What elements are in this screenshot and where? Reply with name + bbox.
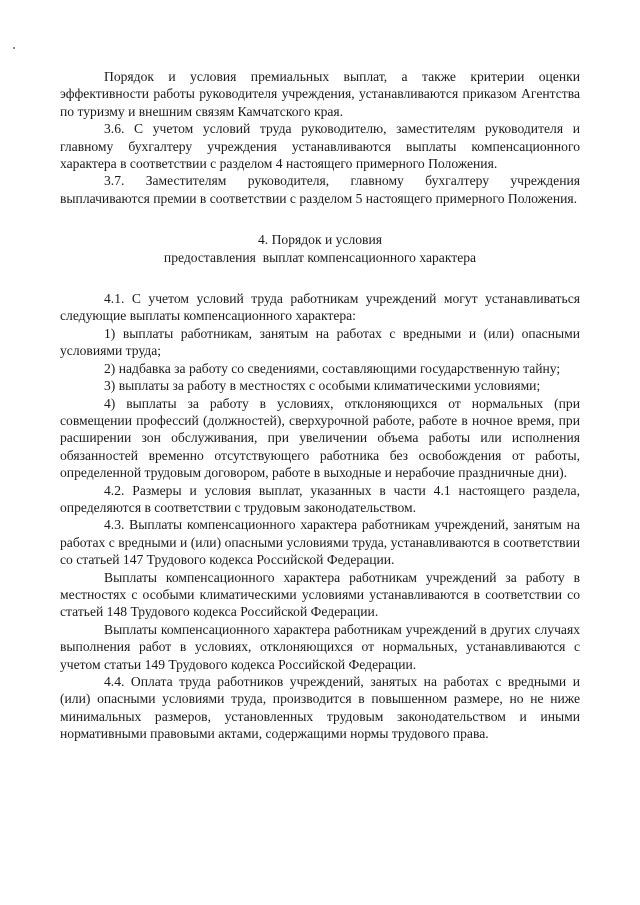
list-item-2: 2) надбавка за работу со сведениями, составляющими государственную тайну; — [104, 360, 561, 376]
scan-artifact-dot — [13, 47, 15, 49]
paragraph-3-6: 3.6. С учетом условий труда руководителю, заместителям руководителя и главному бухгалтеру учреждения устанавливаются выплаты компенсационного характера в соответствии с разделом 4 настоящего примерного Положения. — [60, 121, 580, 172]
document-page — [60, 68, 580, 743]
paragraph-premium-order: Порядок и условия премиальных выплат, а также критерии оценки эффективности работы руководителя учреждения, устанавливаются приказом Агентства по туризму и внешним связям Камчатского края. — [60, 69, 580, 119]
paragraph-4-3: 4.3. Выплаты компенсационного характера работникам учреждений, занятым на работах с вредными и (или) опасными условиями труда, устанавливаются в соответствии со статьей 147 Трудового кодекса Российской Федерации. — [60, 517, 580, 568]
list-item-4: 4) выплаты за работу в условиях, отклоняющихся от нормальных (при совмещении профессий (должностей), сверхурочной работе, работе в ночное время, при расширении зон обслуживания, при увеличении объема работы или исполнения обязанностей временно отсутствующего работника без освобождения от работы, определенной трудовым договором, работе в выходные и нерабочие праздничные дни). — [60, 395, 580, 481]
section-4-heading-line2: предоставления выплат компенсационного характера — [163, 249, 477, 265]
list-item-1: 1) выплаты работникам, занятым на работах с вредными и (или) опасными условиями труда; — [60, 325, 580, 359]
list-item-3: 3) выплаты за работу в местностях с особыми климатическими условиями; — [104, 378, 541, 394]
section-4-heading-line1: 4. Порядок и условия — [257, 232, 382, 248]
paragraph-4-2: 4.2. Размеры и условия выплат, указанных в части 4.1 настоящего раздела, определяются в соответствии с трудовым законодательством. — [60, 482, 580, 515]
section-4-heading — [60, 231, 580, 266]
paragraph-4-1: 4.1. С учетом условий труда работникам учреждений могут устанавливаться следующие выплаты компенсационного характера: — [60, 291, 580, 324]
paragraph-article-148: Выплаты компенсационного характера работникам учреждений за работу в местностях с особыми климатическими условиями устанавливаются в соответствии со статьей 148 Трудового кодекса Российской Федерации. — [60, 569, 580, 620]
paragraph-3-7: 3.7. Заместителям руководителя, главному бухгалтеру учреждения выплачиваются премии в соответствии с разделом 5 настоящего примерного Положения. — [60, 173, 580, 206]
paragraph-article-149: Выплаты компенсационного характера работникам учреждений в других случаях выполнения работ в условиях, отклоняющихся от нормальных, устанавливаются с учетом статьи 149 Трудового кодекса Российской Федерации. — [60, 621, 580, 672]
paragraph-4-4: 4.4. Оплата труда работников учреждений, занятых на работах с вредными и (или) опасными условиями труда, производится в повышенном размере, но не ниже минимальных размеров, установленных трудовым законодательством и иными нормативными правовыми актами, содержащими нормы трудового права. — [60, 674, 580, 742]
